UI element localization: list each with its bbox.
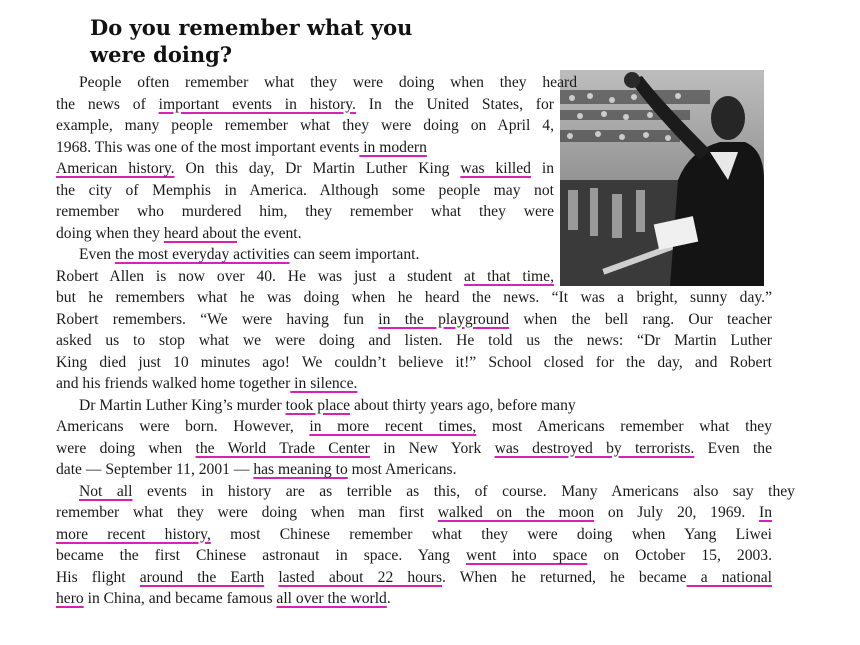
text-line [56,459,772,481]
text-run: about thirty years ago, before many [350,396,576,414]
highlighted-phrase: lasted about 22 hours [278,568,443,586]
highlighted-phrase: heard about [163,224,238,242]
highlighted-phrase: In [759,504,772,521]
text-run: His flight [56,568,140,586]
highlighted-phrase: took place [285,396,351,414]
text-run: remember what they were doing when man first [56,504,438,521]
article-body [56,72,795,610]
highlighted-phrase: more recent history, [56,525,211,543]
text-run: events in history are as terrible as this, of course. Many Americans also say they [132,482,795,500]
highlighted-phrase: was killed [460,160,531,177]
text-line [56,115,554,137]
highlighted-phrase: around the Earth [139,568,265,586]
text-run: . [386,590,391,607]
highlighted-phrase: the most everyday activities [114,246,290,263]
title-line-2: were doing? [90,42,233,67]
text-line [56,438,772,460]
paragraph-3 [56,395,776,481]
text-run: King died just 10 minutes ago! We couldn’t believe it!” School closed for the day, and Robert [56,353,772,371]
text-line [56,201,554,223]
text-line [56,72,577,94]
highlighted-phrase: in the playground [378,310,510,328]
text-run: most Chinese remember what they were doing when Yang Liwei [210,525,772,543]
text-run: on July 20, 1969. [594,504,759,521]
text-run: became the first Chinese astronaut in space. Yang [56,547,466,564]
article-title [90,14,490,68]
text-line [56,287,772,309]
text-line [56,266,554,288]
text-run: Even the [694,439,773,457]
text-run: People often remember what they were doing when they heard [79,74,577,91]
text-line [56,481,795,503]
text-run: in China, and became famous [83,590,277,607]
highlighted-phrase: at that time, [464,267,554,285]
highlighted-phrase: in more recent times, [309,418,477,435]
highlighted-phrase: in modern [359,138,427,156]
text-line [56,137,554,159]
text-run: on October 15, 2003. [587,547,772,564]
highlighted-phrase: all over the world [276,590,387,607]
text-line [56,416,772,438]
highlighted-phrase: has meaning to [253,461,348,478]
text-run: Robert Allen is now over 40. He was just a student [56,267,465,285]
paragraph-2 [56,244,776,395]
highlighted-phrase: important events in history. [158,95,356,113]
text-run: most Americans. [347,461,457,478]
text-line [56,330,772,352]
highlighted-phrase: went into space [466,547,588,564]
text-line [56,244,577,266]
text-run: Dr Martin Luther King’s murder [79,396,286,414]
highlighted-phrase: was destroyed by terrorists. [494,439,695,457]
text-line [56,567,772,589]
text-run: In the United States, for [355,95,554,113]
text-run: date — September 11, 2001 — [56,461,254,478]
text-run: but he remembers what he was doing when he heard the news. “It was a bright, sunny day.” [56,289,772,306]
text-run: . When he returned, he became [442,568,687,586]
text-line [56,158,554,180]
text-run: On this day, Dr Martin Luther King [174,160,461,177]
text-line [56,309,772,331]
highlighted-phrase: the World Trade Center [195,439,370,457]
highlighted-phrase: in silence. [290,375,358,392]
text-run: were doing when [56,439,196,457]
highlighted-phrase: Not all [79,482,133,500]
highlighted-phrase: walked on the moon [437,504,595,521]
text-run: example, many people remember what they were doing on April 4, [56,117,554,134]
text-run: in [530,160,555,177]
text-run: when the bell rang. Our teacher [509,310,772,328]
text-run: most Americans remember what they [476,418,772,435]
text-run: the city of Memphis in America. Although some people may not [56,181,554,199]
text-line [56,502,772,524]
text-run: doing when they [56,224,164,242]
text-line [56,524,772,546]
paragraph-1 [56,72,776,244]
text-run: in New York [369,439,495,457]
text-run: remember who murdered him, they remember what they were [56,203,554,220]
text-run: 1968. This was one of the most important events [56,138,360,156]
text-run: asked us to stop what we were doing and listen. He told us the news: “Dr Martin Luther [56,332,772,349]
text-line [56,395,795,417]
title-line-1: Do you remember what you [90,15,413,40]
text-run: the event. [237,224,302,242]
text-line [56,223,554,245]
text-line [56,180,554,202]
text-line [56,94,554,116]
text-line [56,352,772,374]
text-run: Robert remembers. “We were having fun [56,310,379,328]
text-line [56,373,772,395]
highlighted-phrase: American history. [56,160,175,177]
text-line [56,545,772,567]
text-run: Americans were born. However, [56,418,310,435]
paragraph-4 [56,481,795,610]
text-line [56,588,772,610]
highlighted-phrase: hero [56,590,84,607]
text-run: can seem important. [289,246,420,263]
text-run: and his friends walked home together [56,375,291,392]
text-run: the news of [56,95,159,113]
highlighted-phrase: a national [686,568,772,586]
text-run [264,569,278,586]
text-run: Even [79,246,115,263]
